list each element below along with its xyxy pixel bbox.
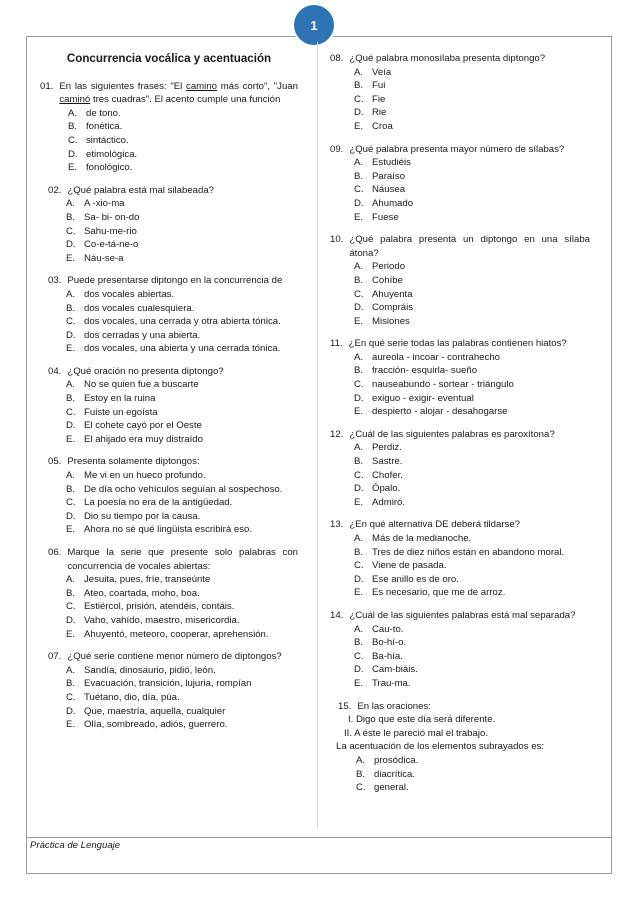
option-text: Cohíbe [372, 274, 403, 286]
answer-option[interactable] [66, 483, 298, 497]
option-text: Trau-ma. [372, 677, 411, 689]
sentence-two: II. A éste le pareció mal el trabajo. [344, 727, 488, 739]
option-list [354, 66, 590, 134]
answer-option[interactable] [68, 148, 298, 162]
option-letter: E. [68, 162, 78, 174]
answer-option[interactable] [354, 260, 590, 274]
question-05 [40, 455, 298, 537]
option-list [354, 532, 590, 600]
option-letter: C. [66, 497, 76, 509]
answer-option[interactable] [66, 252, 298, 266]
option-text: Estiércol, prisión, atendéis, contáis. [84, 601, 235, 613]
option-letter: D. [354, 664, 364, 676]
underlined-word: caminó [59, 94, 91, 106]
option-letter: C. [356, 782, 366, 794]
option-list [66, 664, 298, 732]
answer-option[interactable] [66, 705, 298, 719]
question-text-part: tres cuadras". El acento cumple una función [90, 94, 281, 106]
answer-option[interactable] [354, 315, 590, 329]
question-text: ¿Qué oración no presenta diptongo? [67, 365, 224, 377]
option-text: fonológico. [86, 162, 133, 174]
option-letter: B. [66, 678, 76, 690]
answer-option[interactable] [354, 93, 590, 107]
option-text: Misiones [372, 315, 410, 327]
option-text: Croa [372, 120, 393, 132]
option-text: El cohete cayó por el Oeste [84, 420, 202, 432]
option-letter: E. [354, 677, 364, 689]
option-letter: B. [66, 211, 76, 223]
answer-option[interactable] [66, 628, 298, 642]
option-text: Evacuación, transición, lujuria, rompían [84, 678, 252, 690]
option-text: Fui [372, 80, 386, 92]
option-letter: A. [66, 288, 76, 300]
answer-option[interactable] [66, 718, 298, 732]
answer-option[interactable] [354, 573, 590, 587]
answer-option[interactable] [66, 329, 298, 343]
option-text: Fuese [372, 211, 399, 223]
option-letter: E. [354, 315, 364, 327]
answer-option[interactable] [354, 120, 590, 134]
option-text: Perdiz. [372, 442, 402, 454]
option-letter: B. [66, 483, 76, 495]
question-number: 01. [40, 80, 54, 92]
answer-option[interactable] [354, 441, 590, 455]
question-number: 07. [48, 651, 62, 663]
answer-option[interactable] [354, 288, 590, 302]
option-letter: D. [354, 197, 364, 209]
answer-option[interactable] [354, 351, 590, 365]
option-letter: D. [66, 420, 76, 432]
answer-option[interactable] [68, 161, 298, 175]
answer-option[interactable] [66, 378, 298, 392]
option-text: Olía, sombreado, adiós, guerrero. [84, 719, 228, 731]
option-letter: E. [354, 120, 364, 132]
answer-option[interactable] [354, 405, 590, 419]
question-number: 03. [48, 275, 62, 287]
option-letter: E. [66, 252, 76, 264]
question-14 [330, 609, 590, 691]
option-text: Que, maestría, aquella, cualquier [84, 705, 226, 717]
answer-option[interactable] [354, 469, 590, 483]
option-letter: E. [354, 496, 364, 508]
answer-option[interactable] [354, 392, 590, 406]
document-title: Concurrencia vocálica y acentuación [66, 52, 272, 65]
option-list [356, 754, 590, 795]
question-text: Puede presentarse diptongo en la concurrencia de [67, 275, 283, 287]
option-letter: E. [354, 211, 364, 223]
question-text: Presenta solamente diptongos: [67, 456, 200, 468]
option-letter: E. [354, 406, 364, 418]
option-text: A -xio-ma [84, 198, 125, 210]
question-text [59, 80, 298, 107]
answer-option[interactable] [354, 650, 590, 664]
question-number: 13. [330, 519, 344, 531]
question-number: 12. [330, 428, 344, 440]
option-letter: D. [354, 573, 364, 585]
option-letter: D. [66, 614, 76, 626]
option-text: exiguo - exigir- eventual [372, 392, 474, 404]
question-text: ¿En qué serie todas las palabras contienen hiatos? [348, 338, 567, 350]
answer-option[interactable] [354, 106, 590, 120]
option-text: Ahuyenta [372, 288, 413, 300]
option-text: general. [374, 782, 409, 794]
answer-option[interactable] [66, 664, 298, 678]
option-text: Compráis [372, 302, 414, 314]
option-text: Ahora no sé qué lingüista escribirá eso. [84, 524, 252, 536]
option-text: fracción- esquirla- sueño [372, 365, 478, 377]
answer-option[interactable] [66, 433, 298, 447]
question-number: 15. [338, 700, 352, 712]
option-letter: E. [66, 628, 76, 640]
option-text: prosódica. [374, 754, 419, 766]
option-text: Chofer. [372, 469, 403, 481]
answer-option[interactable] [66, 392, 298, 406]
question-15 [330, 700, 590, 795]
sentence-one: I. Digo que este día será diferente. [348, 714, 496, 726]
option-text: Admiró. [372, 496, 406, 508]
option-letter: E. [66, 343, 76, 355]
option-letter: B. [354, 637, 364, 649]
option-letter: C. [354, 288, 364, 300]
answer-option[interactable] [354, 197, 590, 211]
answer-option[interactable] [66, 614, 298, 628]
option-list [354, 351, 590, 419]
option-list [354, 260, 590, 328]
answer-option[interactable] [354, 364, 590, 378]
answer-option[interactable] [66, 315, 298, 329]
option-letter: B. [354, 456, 364, 468]
column-divider [317, 42, 318, 828]
answer-option[interactable] [66, 469, 298, 483]
question-10 [330, 233, 590, 328]
answer-option[interactable] [354, 496, 590, 510]
option-letter: A. [356, 754, 366, 766]
question-text: ¿Qué serie contiene menor número de diptongos? [67, 651, 282, 663]
option-letter: B. [68, 121, 78, 133]
option-letter: C. [354, 560, 364, 572]
question-03 [40, 274, 298, 356]
question-08 [330, 52, 590, 134]
question-text: ¿Cuál de las siguientes palabras está mal separada? [349, 609, 576, 621]
option-letter: C. [66, 691, 76, 703]
option-letter: E. [354, 587, 364, 599]
option-text: Sastre. [372, 456, 403, 468]
option-letter: C. [354, 650, 364, 662]
footer-text: Práctica de Lenguaje [30, 840, 121, 851]
question-number: 08. [330, 53, 344, 64]
answer-option[interactable] [66, 573, 298, 587]
answer-option[interactable] [354, 532, 590, 546]
answer-option[interactable] [68, 107, 298, 121]
answer-option[interactable] [354, 586, 590, 600]
answer-option[interactable] [354, 170, 590, 184]
option-text: Ese anillo es de oro. [372, 573, 459, 585]
question-text: Marque la serie que presente solo palabras con concurrencia de vocales abiertas: [67, 547, 298, 572]
option-text: Cau-to. [372, 623, 404, 635]
option-text: Rie [372, 107, 387, 119]
question-07 [40, 650, 298, 732]
question-text: ¿Qué palabra presenta mayor número de sílabas? [349, 143, 565, 155]
option-text: Sandía, dinosaurio, pidió, león. [84, 664, 216, 676]
option-letter: B. [66, 302, 76, 314]
option-letter: D. [66, 329, 76, 341]
option-letter: D. [354, 392, 364, 404]
option-text: Ahuyentó, meteoro, cooperar, aprehensión. [84, 628, 269, 640]
option-letter: B. [354, 365, 364, 377]
option-text: Jesuita, pues, fríe, transeúnte [84, 574, 211, 586]
option-text: De día ocho vehículos seguían al sospechoso. [84, 483, 283, 495]
option-letter: C. [66, 225, 76, 237]
answer-option[interactable] [354, 156, 590, 170]
option-text: dos vocales, una cerrada y otra abierta tónica. [84, 316, 281, 328]
option-text: Sa- bi- on-do [84, 211, 140, 223]
option-text: Periodo [372, 261, 406, 273]
option-letter: D. [354, 107, 364, 119]
option-text: diacrítica. [374, 768, 416, 780]
option-text: Paraíso [372, 170, 406, 182]
option-text: No se quien fue a buscarte [84, 379, 199, 391]
question-02 [40, 184, 298, 266]
option-text: Co-e-tá-ne-o [84, 239, 139, 251]
question-number: 06. [48, 547, 62, 558]
answer-option[interactable] [354, 677, 590, 691]
answer-option[interactable] [354, 274, 590, 288]
answer-option[interactable] [66, 496, 298, 510]
option-letter: D. [354, 302, 364, 314]
answer-option[interactable] [66, 302, 298, 316]
option-text: Tuétano, dio, día, púa. [84, 691, 180, 703]
option-text: dos vocales abiertas. [84, 288, 175, 300]
option-text: Ateo, coartada, moho, boa. [84, 587, 200, 599]
option-text: aureola - incoar - contrahecho [372, 351, 500, 363]
right-column [330, 52, 590, 804]
option-letter: C. [66, 601, 76, 613]
answer-option[interactable] [354, 211, 590, 225]
option-list [66, 573, 298, 641]
option-letter: A. [354, 623, 364, 635]
question-text: ¿En qué alternativa DE deberá tildarse? [349, 519, 520, 531]
option-letter: A. [66, 379, 76, 391]
option-letter: A. [66, 664, 76, 676]
left-column [40, 52, 298, 741]
option-text: Tres de diez niños están en abandono moral. [372, 546, 565, 558]
option-text: Estoy en la ruina [84, 393, 156, 405]
question-number: 14. [330, 609, 344, 621]
option-text: Vaho, vahído, maestro, misericordia. [84, 614, 240, 626]
question-number: 02. [48, 184, 62, 196]
answer-option[interactable] [66, 523, 298, 537]
answer-option[interactable] [66, 288, 298, 302]
question-06 [40, 546, 298, 641]
question-text-part: En las siguientes frases: "El [59, 80, 187, 92]
answer-option[interactable] [354, 79, 590, 93]
answer-option[interactable] [66, 197, 298, 211]
answer-option[interactable] [354, 482, 590, 496]
answer-option[interactable] [354, 66, 590, 80]
question-number: 11. [330, 338, 343, 350]
option-text: Veía [372, 66, 392, 78]
option-letter: A. [68, 107, 78, 119]
question-number: 05. [48, 456, 62, 468]
question-text: En las oraciones: [357, 700, 431, 712]
underlined-word: camino [186, 80, 217, 92]
option-letter: B. [66, 393, 76, 405]
option-list [66, 197, 298, 265]
option-text: dos cerradas y una abierta. [84, 329, 201, 341]
option-letter: E. [66, 719, 76, 731]
question-text: ¿Cuál de las siguientes palabras es paroxítona? [349, 428, 555, 440]
option-letter: D. [66, 510, 76, 522]
option-letter: D. [354, 483, 364, 495]
answer-option[interactable] [356, 754, 590, 768]
option-text: Es necesario, que me de arroz. [372, 587, 506, 599]
option-letter: D. [68, 148, 78, 160]
answer-option[interactable] [66, 510, 298, 524]
option-letter: B. [354, 546, 364, 558]
question-text: ¿Qué palabra monosílaba presenta diptongo? [349, 53, 546, 64]
answer-option[interactable] [66, 691, 298, 705]
option-letter: A. [354, 442, 364, 454]
question-number: 10. [330, 234, 344, 246]
answer-option[interactable] [354, 559, 590, 573]
option-text: Náusea [372, 184, 406, 196]
answer-option[interactable] [68, 134, 298, 148]
option-letter: C. [354, 469, 364, 481]
option-text: Ópalo. [372, 483, 401, 495]
answer-option[interactable] [354, 546, 590, 560]
option-letter: A. [354, 261, 364, 273]
answer-option[interactable] [354, 455, 590, 469]
option-text: dos vocales, una abierta y una cerrada tónica. [84, 343, 281, 355]
option-text: Me vi en un hueco profundo. [84, 470, 206, 482]
answer-option[interactable] [354, 378, 590, 392]
option-letter: B. [354, 170, 364, 182]
option-text: Sahu-me-rio [84, 225, 137, 237]
option-letter: E. [66, 524, 76, 536]
right-question-list [330, 52, 590, 691]
question-text-part: más corto", "Juan [216, 80, 298, 92]
answer-option[interactable] [66, 587, 298, 601]
option-list [354, 623, 590, 691]
question-number: 04. [48, 365, 62, 377]
option-list [354, 441, 590, 509]
option-text: Fuiste un egoísta [84, 406, 158, 418]
option-letter: A. [354, 533, 364, 544]
option-text: nauseabundo - sortear - triángulo [372, 379, 514, 391]
option-list [354, 156, 590, 224]
question-04 [40, 365, 298, 447]
option-letter: C. [354, 379, 364, 391]
question-text: ¿Qué palabra está mal silabeada? [67, 184, 215, 196]
answer-option[interactable] [66, 211, 298, 225]
option-text: sintáctico. [86, 134, 129, 146]
answer-option[interactable] [66, 406, 298, 420]
instruction-line: La acentuación de los elementos subrayados es: [336, 741, 544, 753]
question-09 [330, 143, 590, 225]
option-text: Náu-se-a [84, 252, 124, 264]
option-text: Viene de pasada. [372, 560, 447, 572]
answer-option[interactable] [66, 225, 298, 239]
option-text: dos vocales cualesquiera. [84, 302, 195, 314]
option-letter: C. [66, 316, 76, 328]
question-text: ¿Qué palabra presenta un diptongo en una sílaba átona? [349, 234, 590, 259]
answer-option[interactable] [66, 238, 298, 252]
page-number-badge: 1 [294, 5, 334, 45]
answer-option[interactable] [354, 183, 590, 197]
option-letter: A. [66, 574, 76, 586]
answer-option[interactable] [356, 781, 590, 795]
option-text: de tono. [86, 107, 121, 119]
option-text: fonética. [86, 121, 123, 133]
option-list [66, 288, 298, 356]
option-text: Cam-biáis. [372, 664, 418, 676]
answer-option[interactable] [354, 301, 590, 315]
option-letter: B. [66, 587, 76, 599]
option-letter: D. [66, 705, 76, 717]
answer-option[interactable] [354, 623, 590, 637]
option-letter: E. [66, 433, 76, 445]
option-letter: A. [66, 470, 76, 482]
left-question-list [40, 184, 298, 732]
option-letter: A. [354, 157, 364, 169]
option-text: Estudiéis [372, 157, 411, 169]
option-text: La poesía no era de la antigüedad. [84, 497, 233, 509]
option-letter: B. [356, 768, 366, 780]
option-text: Ba-hía. [372, 650, 403, 662]
option-text: Más de la medianoche. [372, 533, 472, 544]
option-letter: C. [68, 134, 78, 146]
option-text: Fie [372, 93, 386, 105]
answer-option[interactable] [68, 120, 298, 134]
option-letter: B. [354, 80, 364, 92]
option-list [66, 469, 298, 537]
answer-option[interactable] [66, 419, 298, 433]
question-01 [40, 80, 298, 175]
question-number: 09. [330, 143, 344, 155]
option-text: etimológica. [86, 148, 138, 160]
option-letter: A. [354, 66, 364, 78]
option-text: El ahijado era muy distraído [84, 433, 203, 445]
answer-option[interactable] [354, 636, 590, 650]
option-text: despierto - alojar - desahogarse [372, 406, 508, 418]
option-letter: A. [66, 198, 76, 210]
answer-option[interactable] [66, 600, 298, 614]
option-letter: D. [66, 239, 76, 251]
answer-option[interactable] [354, 663, 590, 677]
option-letter: C. [66, 406, 76, 418]
option-text: Dio su tiempo por la causa. [84, 510, 201, 522]
answer-option[interactable] [66, 677, 298, 691]
footer-rule [26, 837, 612, 838]
question-13 [330, 518, 590, 600]
option-text: Ahumado [372, 197, 414, 209]
answer-option[interactable] [66, 342, 298, 356]
option-text: Bo-hí-o. [372, 637, 407, 649]
question-12 [330, 428, 590, 510]
option-letter: C. [354, 93, 364, 105]
answer-option[interactable] [356, 768, 590, 782]
option-letter: C. [354, 184, 364, 196]
option-letter: B. [354, 274, 364, 286]
option-letter: A. [354, 351, 364, 363]
option-list [66, 378, 298, 446]
question-11 [330, 337, 590, 419]
option-list [68, 107, 298, 175]
